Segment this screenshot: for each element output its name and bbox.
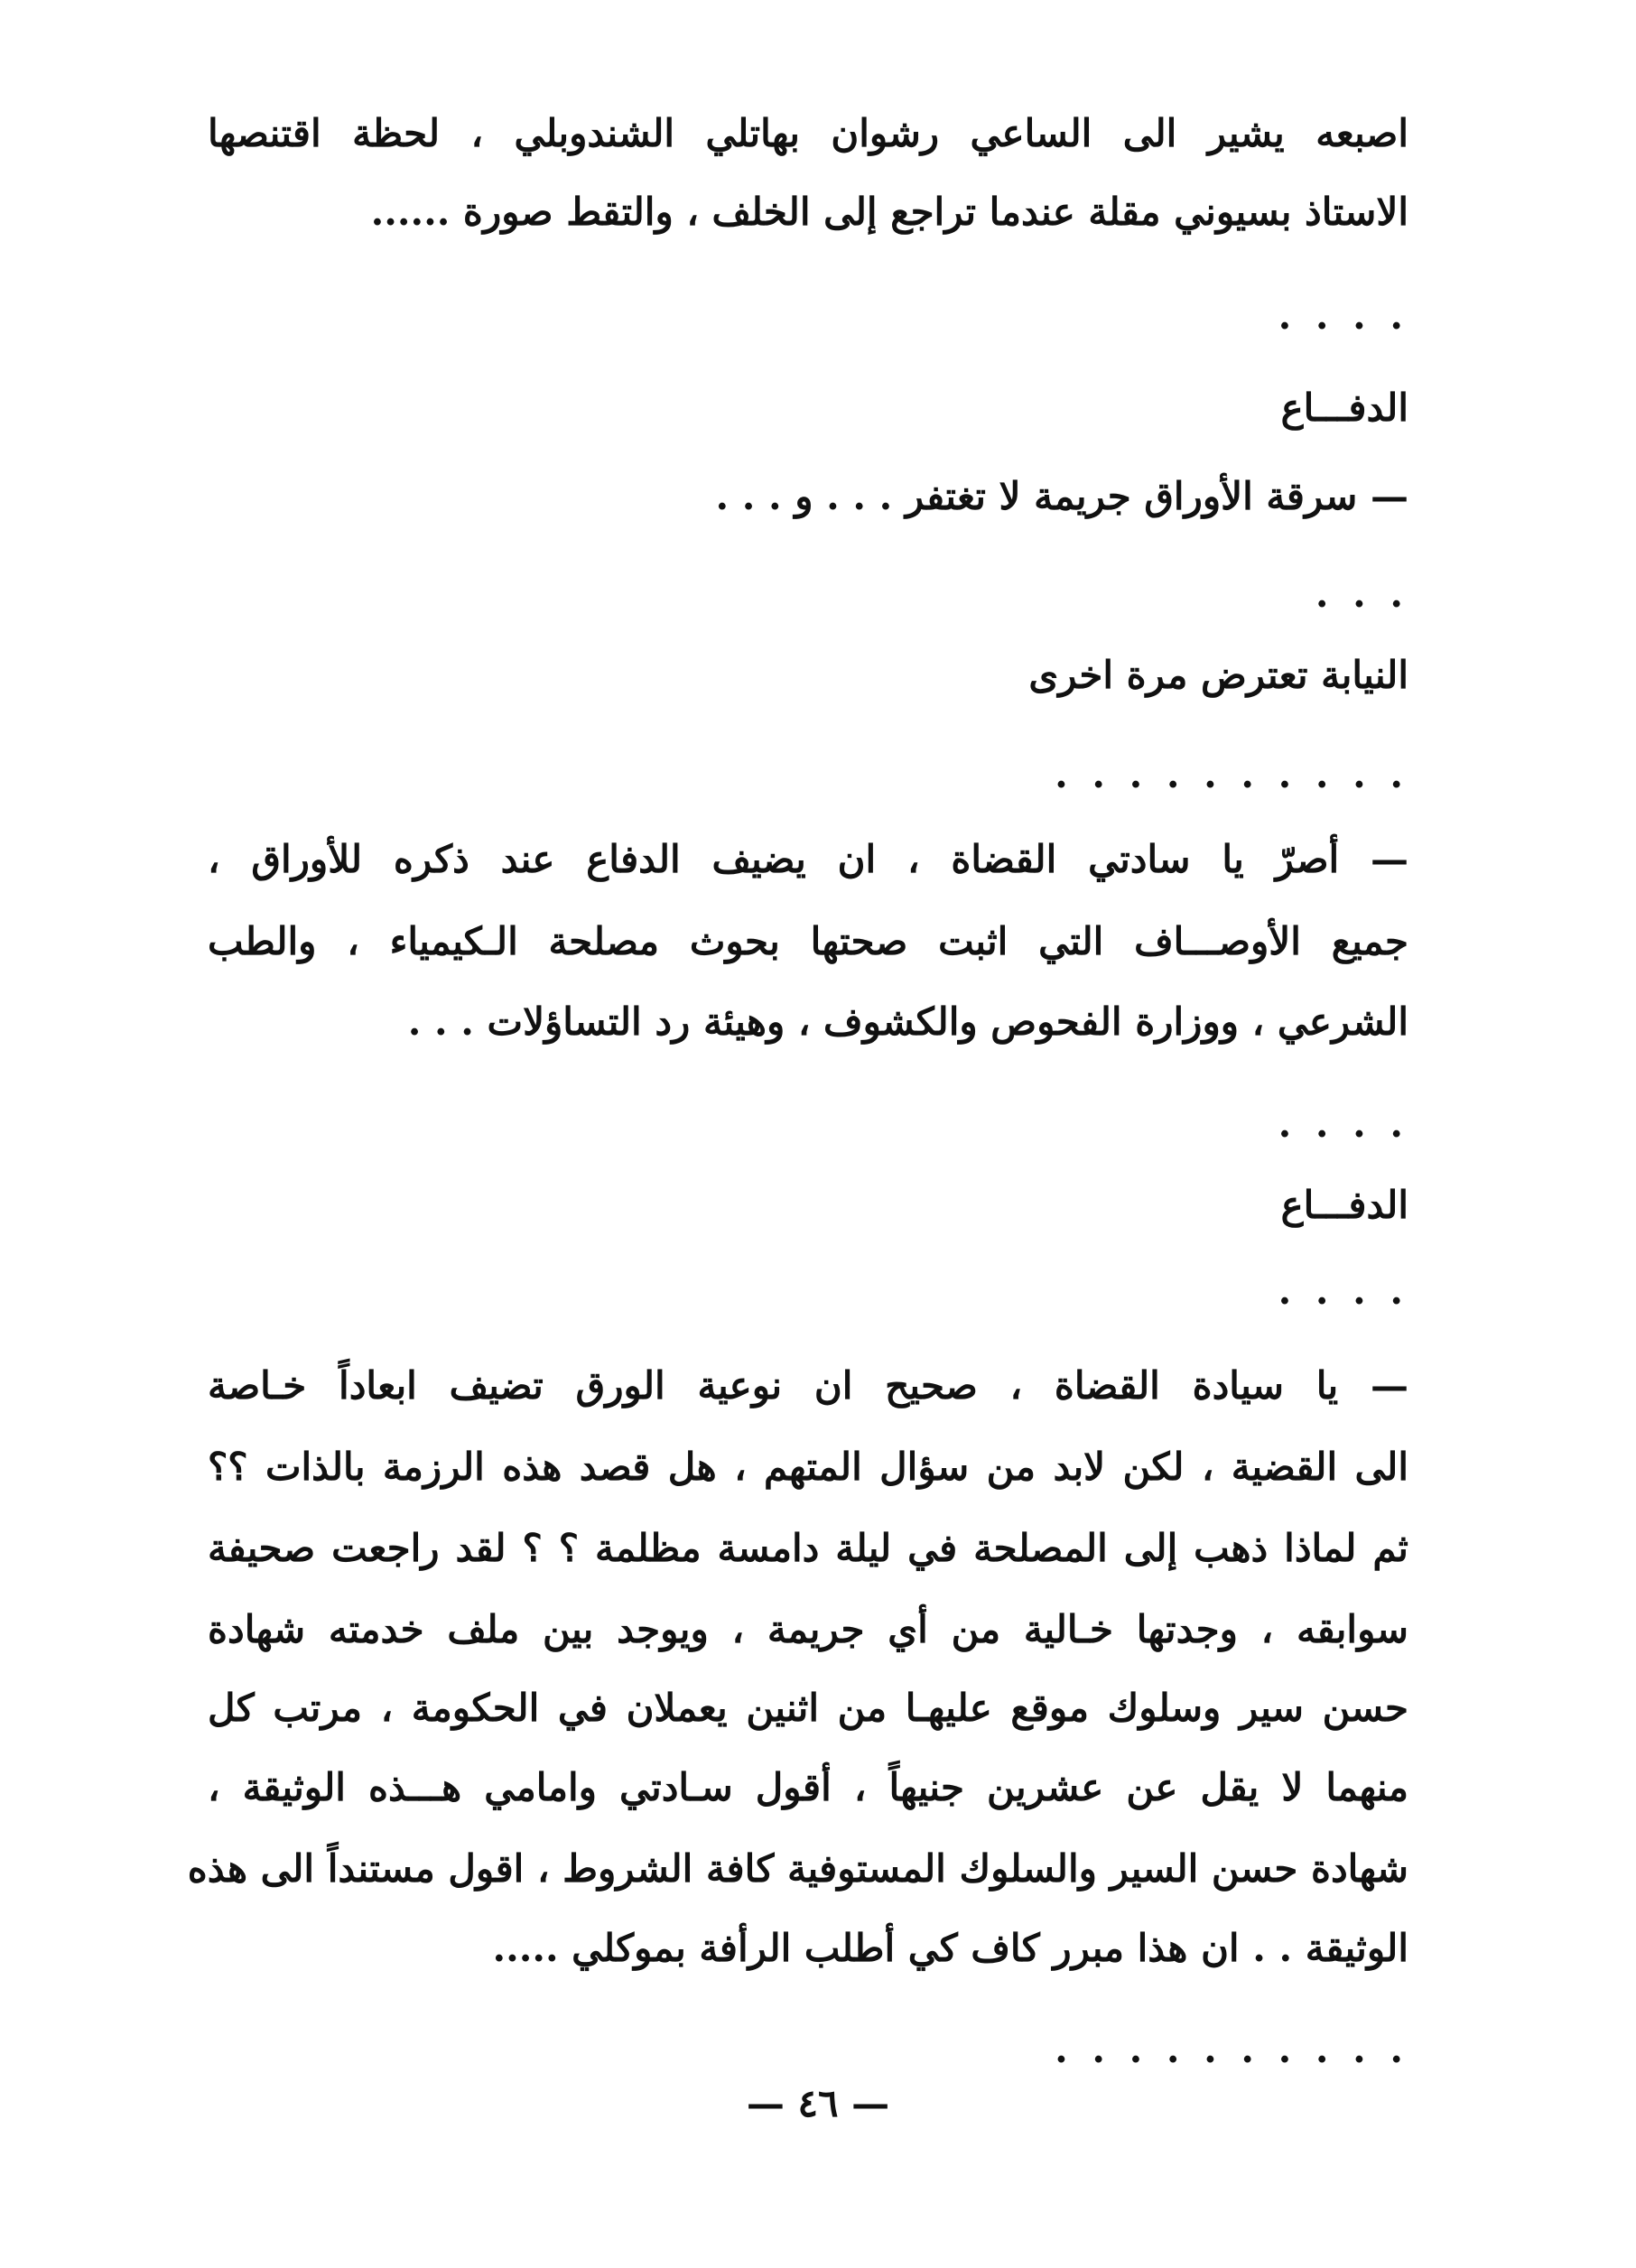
text-line-18: سوابقه ، وجدتها خـالية من أي جريمة ، ويوجد بين ملف خدمته شهادة: [208, 1607, 1408, 1651]
text-line-9: — أصرّ يا سادتي القضاة ، ان يضيف الدفاع عند ذكره للأوراق ،: [208, 837, 1408, 881]
text-line-1: اصبعه يشير الى الساعي رشوان بهاتلي الشندوبلي ، لحظة اقتنصها: [208, 111, 1408, 155]
text-line-11: الشرعي ، ووزارة الفحوص والكشوف ، وهيئة رد التساؤلات . . .: [407, 999, 1408, 1044]
separator-dots: . . .: [1315, 572, 1408, 616]
text-line-19: حسن سير وسلوك موقع عليهـا من اثنين يعملان في الحكومة ، مرتب كل: [208, 1686, 1408, 1730]
text-line-17: ثم لماذا ذهب إلى المصلحة في ليلة دامسة مظلمة ؟ ؟ لقد راجعت صحيفة: [208, 1526, 1408, 1570]
text-line-15: — يا سيادة القضاة ، صحيح ان نوعية الورق تضيف ابعاداً خـاصة: [208, 1363, 1408, 1408]
separator-dots: . . . .: [1278, 1269, 1408, 1313]
text-line-10: جميع الأوصـــاف التي اثبت صحتها بحوث مصلحة الـكيمياء ، والطب: [208, 919, 1408, 963]
text-line-20: منهما لا يقل عن عشرين جنيهاً ، أقول سـادتي وامامي هـــذه الوثيقة ،: [208, 1765, 1408, 1809]
text-line-dialogue: — سرقة الأوراق جريمة لا تغتفر . . . و . . .: [715, 474, 1408, 518]
page-number: — ٤٦ —: [746, 2081, 890, 2125]
separator-dots: . . . . . . . . . .: [1055, 752, 1408, 796]
text-line-21: شهادة حسن السير والسلوك المستوفية كافة الشروط ، اقول مستنداً الى هذه: [187, 1846, 1408, 1891]
separator-dots: . . . .: [1278, 1101, 1408, 1146]
speaker-heading-defense: الدفـــاع: [1280, 1183, 1408, 1227]
separator-dots: . . . . . . . . . .: [1055, 2027, 1408, 2071]
speaker-heading-defense: الدفـــاع: [1280, 386, 1408, 430]
text-line-22: الوثيقة . . ان هذا مبرر كاف كي أطلب الرأفة بموكلي .....: [492, 1926, 1408, 1970]
speaker-heading-prosecution: النيابة تعترض مرة اخرى: [1028, 653, 1408, 697]
separator-dots: . . . .: [1278, 293, 1408, 338]
text-line-2: الاستاذ بسيوني مقلة عندما تراجع إلى الخلف ، والتقط صورة ......: [370, 190, 1408, 234]
text-line-16: الى القضية ، لكن لابد من سؤال المتهم ، هل قصد هذه الرزمة بالذات ؟؟: [208, 1445, 1408, 1489]
